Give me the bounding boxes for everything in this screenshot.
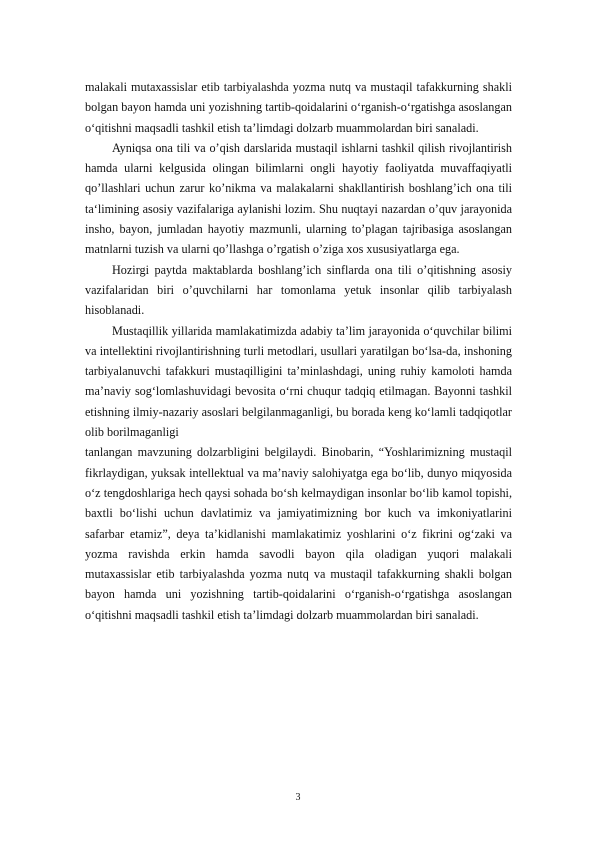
paragraph: Hozirgi paytda maktablarda boshlang’ich sinflarda ona tili o’qitishning asosiy vazifalaridan biri o’quvchilarni har tomonlama yetuk insonlar qilib tarbiyalash hisoblanadi. <box>85 262 512 318</box>
paragraph: tanlangan mavzuning dolzarbligini belgilaydi. Binobarin, “Yoshlarimizning mustaqil fikrlaydigan, yuksak intellektual va ma’naviy salohiyatga ega bo‘lib, dunyo miqyosida o‘z tengdoshlariga hech qaysi sohada bo‘sh kelmaydigan insonlar bo‘lib kamol topishi, baxtli bo‘lishi uchun davlatimiz va jamiyatimizning bor kuch va imkoniyatlarini safarbar etamiz”, deya ta’kidlanishi mamlakatimiz yoshlarini o‘z fikrini og‘zaki va yozma ravishda erkin hamda savodli bayon qila oladigan yuqori malakali mutaxassislar etib tarbiyalashda yozma nutq va mustaqil tafakkurning shakli bolgan bayon hamda uni yozishning tartib-qoidalarini o‘rganish-o‘rgatishga asoslangan o‘qitishni maqsadli tashkil etish ta’limdagi dolzarb muammolardan biri sanaladi. <box>85 445 512 622</box>
page-number: 3 <box>295 792 301 803</box>
paragraph: Ayniqsa ona tili va o’qish darslarida mustaqil ishlarni tashkil qilish rivojlantirish hamda ularni kelgusida olingan bilimlarni ongli hayotiy faoliyatda muvaffaqiyatli qo’llashlari uchun zarur ko’nikma va malakalarni shakllantirish boshlang’ich ona tili ta‘limining asosiy vazifalariga aylanishi lozim. Shu nuqtayi nazardan o’quv jarayonida insho, bayon, jumladan hayotiy mazmunli, ularning to’plagan tajribasiga asoslangan matnlarni tuzish va ularni qo’llashga o’rgatish o’ziga xos xususiyatlarga ega. <box>85 140 512 257</box>
paragraph: malakali mutaxassislar etib tarbiyalashda yozma nutq va mustaqil tafakkurning shakli bolgan bayon hamda uni yozishning tartib-qoidalarini o‘rganish-o‘rgatishga asoslangan o‘qitishni maqsadli tashkil etish ta’limdagi dolzarb muammolardan biri sanaladi. <box>85 80 512 135</box>
document-body <box>85 77 512 625</box>
paragraph: Mustaqillik yillarida mamlakatimizda adabiy ta’lim jarayonida o‘quvchilar bilimi va intellektini rivojlantirishning turli metodlari, usullari yaratilgan bo‘lsa-da, inshoning tarbiyalanuvchi tafakkuri mustaqilligini ta’minlashdagi, uning ruhiy kamoloti hamda ma’naviy sog‘lomlashuvidagi bevosita o‘rni chuqur tadqiq etilmagan. Bayonni tashkil etishning ilmiy-nazariy asoslari belgilanmaganligi, bu borada keng ko‘lamli tadqiqotlar olib borilmaganligi <box>85 323 512 440</box>
